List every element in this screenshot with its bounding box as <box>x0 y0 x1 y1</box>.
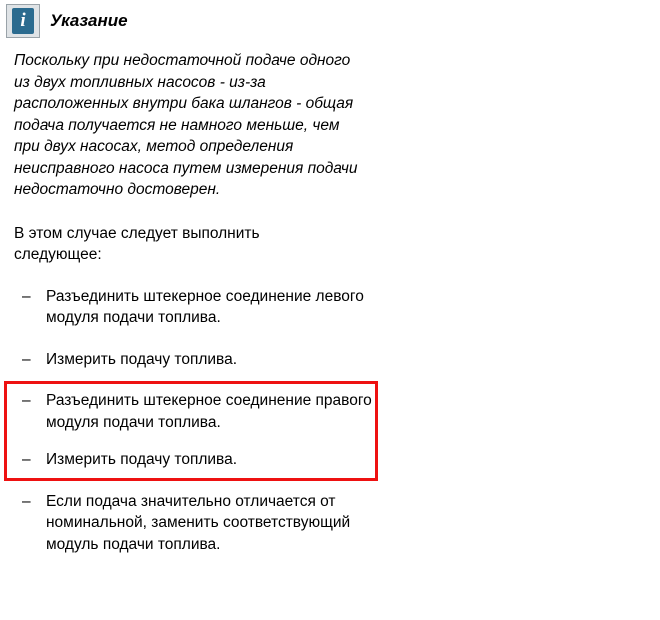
info-icon <box>6 4 40 38</box>
list-bullet: – <box>22 392 31 409</box>
list-item <box>14 349 386 371</box>
list-item <box>14 390 386 433</box>
list-item-text: Разъединить штекерное соединение левого модуля подачи топлива. <box>46 287 364 326</box>
list-item <box>14 449 386 471</box>
list-item-text: Если подача значительно отличается от номинальной, заменить соответствующий модуль подачи топлива. <box>46 492 351 553</box>
list-bullet: – <box>22 287 31 305</box>
list-item-text: Измерить подачу топлива. <box>46 451 238 468</box>
document-content <box>0 40 660 555</box>
list-item <box>14 491 386 556</box>
intro-paragraph: В этом случае следует выполнить следующее: <box>14 224 260 263</box>
list-item <box>14 286 386 329</box>
list-bullet: – <box>22 350 31 368</box>
list-item-text: Измерить подачу топлива. <box>46 350 238 368</box>
list-bullet: – <box>22 451 31 468</box>
note-header <box>0 0 660 40</box>
note-italic-text: Поскольку при недостаточной подаче одного из двух топливных насосов - из-за расположенных внутри бака шлангов - общая подача получается не намного меньше, чем при двух насосах, метод определения неисправного насоса путем измерения подачи недостаточно достоверен. <box>14 52 358 198</box>
list-bullet: – <box>22 492 31 510</box>
info-icon-glyph <box>12 8 34 34</box>
steps-list <box>14 286 644 556</box>
note-title: Указание <box>50 11 128 30</box>
list-item-text: Разъединить штекерное соединение правого модуля подачи топлива. <box>46 392 372 431</box>
